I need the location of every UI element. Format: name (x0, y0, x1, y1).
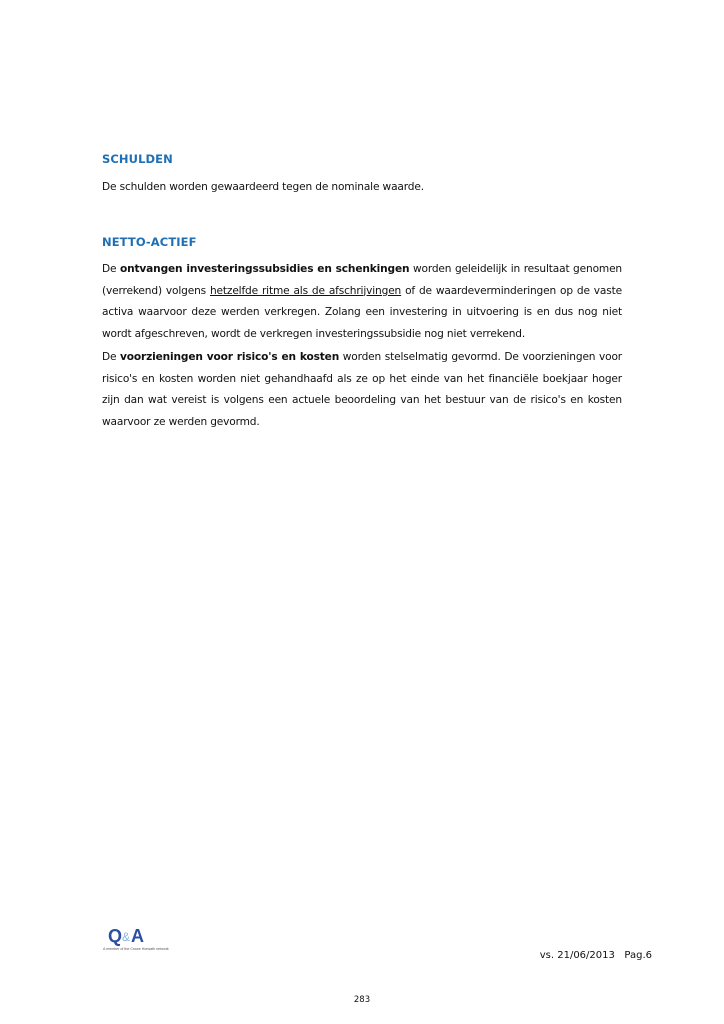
svg-text:&: & (122, 930, 131, 944)
paragraph-schulden: De schulden worden gewaardeerd tegen de nominale waarde. (102, 181, 424, 193)
heading-netto-actief: NETTO-ACTIEF (102, 235, 197, 249)
svg-text:Q: Q (108, 926, 123, 946)
footer-version: vs. 21/06/2013 Pag.6 (539, 950, 652, 961)
page-number: 283 (353, 995, 371, 1005)
p1-bold: ontvangen investeringssubsidies en schenkingen (119, 263, 410, 275)
p1-post: of de waardeverminderingen op de vaste activa waarvoor deze werden verkregen. Zolang een investering in uitvoering is en dus nog niet wordt afgeschreven, wordt de verkregen investeringssubsidie nog niet verrekend. (102, 284, 622, 340)
p2-pre: De (102, 351, 121, 363)
svg-text:A: A (131, 926, 144, 946)
svg-text:A member of the Crowe Horwath: A member of the Crowe Horwath network (103, 947, 169, 951)
logo-graphic (102, 922, 169, 952)
paragraph-voorzieningen (102, 347, 622, 433)
heading-schulden: SCHULDEN (102, 152, 173, 166)
company-logo (102, 922, 169, 952)
p1-pre: De (102, 263, 120, 275)
p1-mid: worden geleidelijk in resultaat genomen (verrekend) volgens (102, 263, 623, 297)
p2-post: worden stelselmatig gevormd. De voorzieningen voor risico's en kosten worden niet gehandhaafd als ze op het einde van het financiële boekjaar hoger zijn dan wat vereist is volgens een actuele beoordeling van het bestuur van de risico's en kosten waarvoor ze werden gevormd. (102, 351, 623, 428)
paragraph-investeringssubsidies (102, 259, 622, 345)
p1-underline: hetzelfde ritme als de afschrijvingen (209, 284, 402, 297)
p2-bold: voorzieningen voor risico's en kosten (120, 351, 340, 363)
